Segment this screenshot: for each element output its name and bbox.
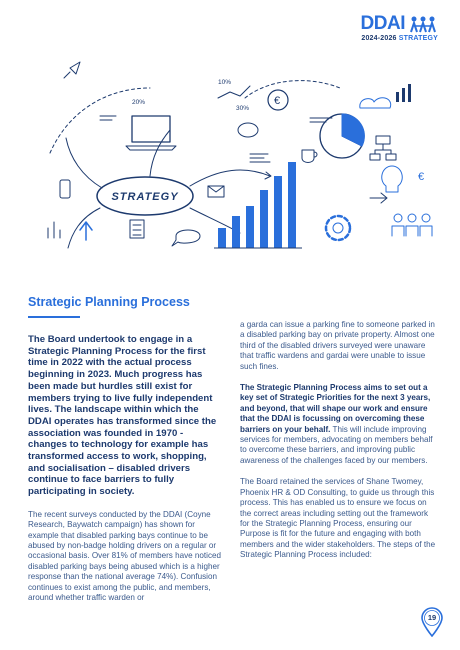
- right-column: [240, 320, 438, 572]
- title-underline: [28, 316, 80, 318]
- people-group-icon: [392, 214, 432, 236]
- rocket-icon: [64, 62, 80, 78]
- coffee-cup-icon: [302, 150, 317, 163]
- mini-bar-chart: [396, 84, 411, 102]
- up-arrow-icon: [80, 222, 92, 240]
- chart-label-30: 30%: [236, 105, 250, 112]
- body-paragraph-aims: [240, 383, 438, 466]
- logo-strategy-word: STRATEGY: [398, 35, 438, 42]
- piggy-bank-icon: [238, 123, 258, 137]
- page-number: 19: [427, 613, 437, 622]
- logo-ddai-text: DDAI: [360, 13, 405, 34]
- left-column: [28, 334, 224, 615]
- org-chart-icon: [370, 136, 396, 160]
- strategy-sketch-illustration: [40, 58, 440, 276]
- logo-subtitle: [354, 35, 438, 42]
- people-icon: [408, 15, 438, 33]
- aims-rest-text: This will include improving services for members, advocating on members behalf to overcome these barriers, and improving public awareness of the challenges faced by our members.: [240, 424, 433, 465]
- gear-icon: [326, 216, 350, 240]
- mini-line-chart: [218, 86, 250, 98]
- right-arrow-icon: [370, 193, 387, 203]
- body-paragraph-garda: a garda can issue a parking fine to someone parked in a disabled parking bay on private property. Almost one third of the disabled drivers surveyed were unaware that traffic wardens and gardai were unable to issue such fines.: [240, 320, 435, 371]
- lead-paragraph: The Board undertook to engage in a Strategic Planning Process for the first time in 2022 with the actual process beginning in 2023. Much progress has been made but hurdles still exist for members trying to live fully independent lives. The landscape within which the DDAI operates has transformed since the association was founded in 1970 - changes to technology for example has transformed access to work, shopping, and socialisation – disabled drivers continue to face barriers to fully participating in society.: [28, 334, 217, 498]
- aims-strong-text: The Strategic Planning Process aims to set out a key set of Strategic Priorities for the next 3 years, and beyond, that will shape our work and ensure that the DDAI is focussing on overcoming these barriers on your behalf.: [240, 383, 431, 434]
- smartphone-icon: [60, 180, 70, 198]
- logo-wordmark: [354, 14, 438, 34]
- page-marker-icon: [421, 607, 443, 637]
- section-title: Strategic Planning Process: [28, 295, 190, 309]
- chart-label-20: 20%: [132, 99, 146, 106]
- strategy-label: STRATEGY: [111, 191, 179, 203]
- growth-bar-chart: [218, 162, 296, 248]
- chart-label-10: 10%: [218, 79, 232, 86]
- euro-symbol: €: [274, 95, 281, 107]
- body-paragraph-board: The Board retained the services of Shane Twomey, Phoenix HR & OD Consulting, to guide us through this process. This has enabled us to ensure we focus on the correct areas including setting out the framework for the Strategic Planning Process, ensuring our Purpose is fit for the future and engaging with both members and the wider stakeholders. The steps of the Strategic Planning Process included:: [240, 477, 436, 560]
- bars-sketch: [48, 222, 60, 238]
- body-paragraph-surveys: The recent surveys conducted by the DDAI (Coyne Research, Baywatch campaign) has shown for example that disabled parking bays continue to be abused by non-badge holding drivers on a regular or occasional basis. Over 81% of members have noticed disabled parking bays being abused which is a higher response than the national average 74%). Confusion continues to exist among the public, and members, around whether traffic warden or: [28, 509, 221, 603]
- cloud-icon: [360, 98, 391, 108]
- lightbulb-icon: [382, 166, 403, 192]
- ddai-strategy-logo: [354, 14, 438, 42]
- euro-symbol-2: €: [418, 171, 425, 183]
- flow-arrow: [190, 170, 270, 186]
- logo-years: 2024-2026: [361, 35, 397, 42]
- speech-bubble-icon: [172, 230, 200, 246]
